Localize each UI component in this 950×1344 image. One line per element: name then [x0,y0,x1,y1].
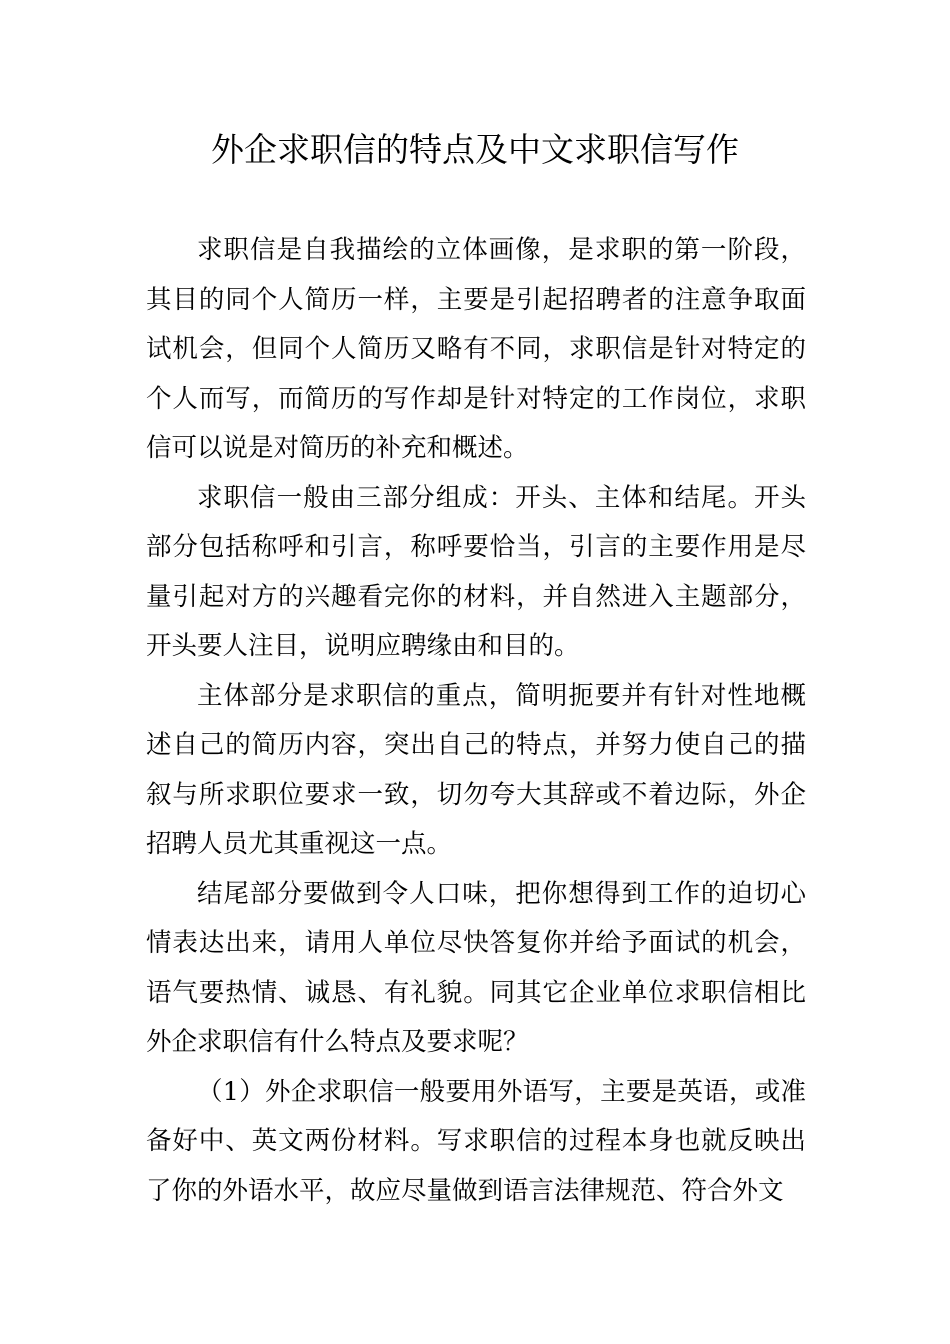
paragraph: 求职信一般由三部分组成：开头、主体和结尾。开头部分包括称呼和引言，称呼要恰当，引言的主要作用是尽量引起对方的兴趣看完你的材料，并自然进入主题部分，开头要人注目，说明应聘缘由和目的。 [146,482,806,661]
paragraph: （1）外企求职信一般要用外语写，主要是英语，或准备好中、英文两份材料。写求职信的过程本身也就反映出了你的外语水平，故应尽量做到语言法律规范、符合外文 [146,1076,806,1206]
document-body [146,226,806,1216]
paragraph: 结尾部分要做到令人口味，把你想得到工作的迫切心情表达出来，请用人单位尽快答复你并给予面试的机会，语气要热情、诚恳、有礼貌。同其它企业单位求职信相比外企求职信有什么特点及要求呢？ [146,878,806,1057]
paragraph: 求职信是自我描绘的立体画像，是求职的第一阶段，其目的同个人简历一样，主要是引起招聘者的注意争取面试机会，但同个人简历又略有不同，求职信是针对特定的个人而写，而简历的写作却是针对特定的工作岗位，求职信可以说是对简历的补充和概述。 [146,235,806,463]
document-title: 外企求职信的特点及中文求职信写作 [211,130,739,169]
paragraph: 主体部分是求职信的重点，简明扼要并有针对性地概述自己的简历内容，突出自己的特点，并努力使自己的描叙与所求职位要求一致，切勿夸大其辞或不着边际，外企招聘人员尤其重视这一点。 [146,680,806,859]
